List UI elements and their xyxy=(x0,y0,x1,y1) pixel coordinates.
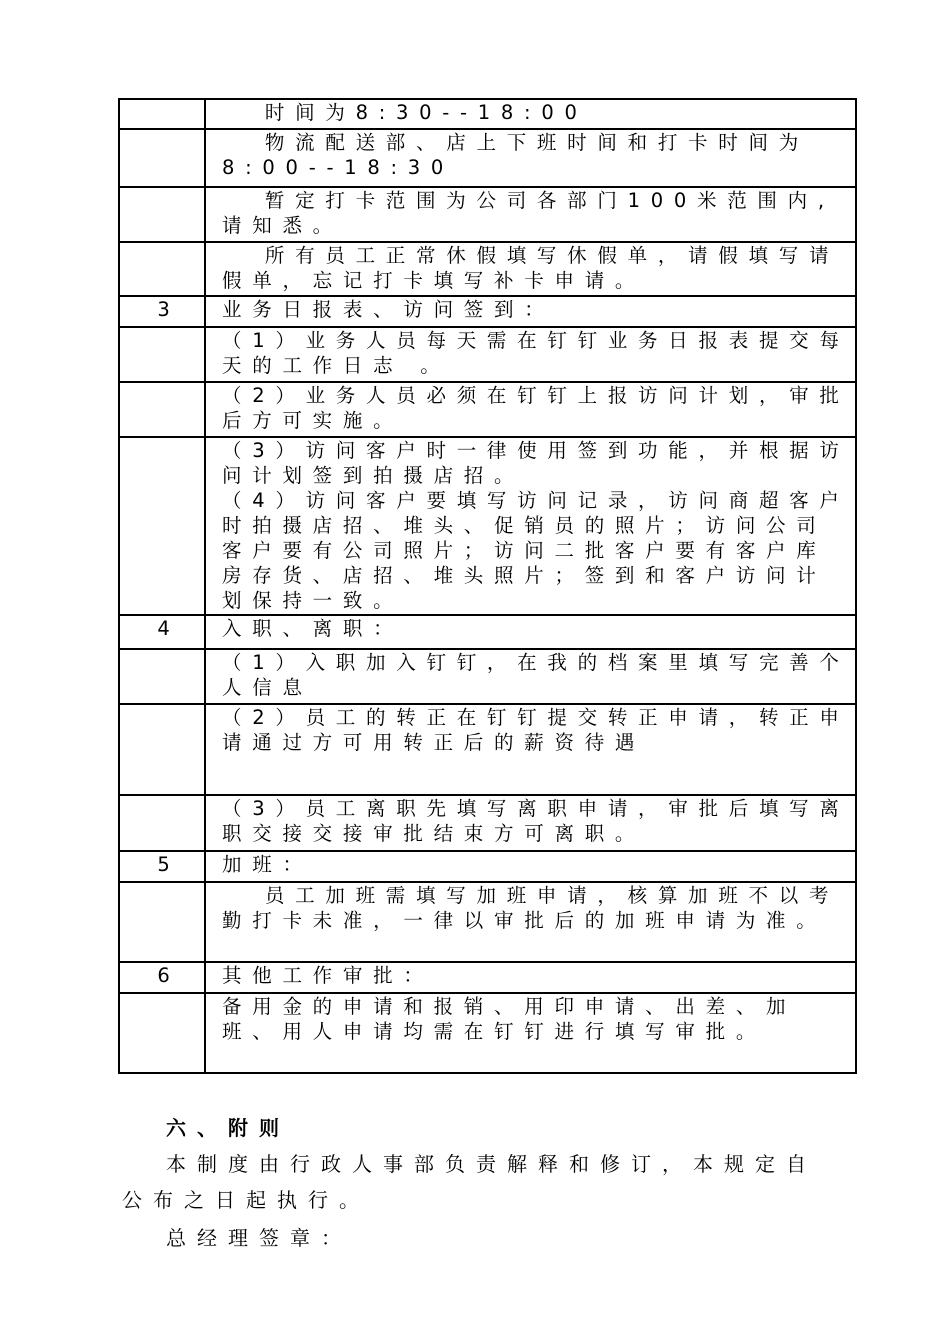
table-row xyxy=(119,382,856,437)
row-content xyxy=(205,187,856,242)
row-content xyxy=(205,649,856,704)
row-number: 5 xyxy=(119,851,205,882)
row-text: （1）业务人员每天需在钉钉业务日报表提交每天的工作日志 。 xyxy=(222,329,850,377)
row-content xyxy=(205,882,856,962)
row-text: 加班： xyxy=(222,853,313,876)
row-text: 入职、离职： xyxy=(222,617,404,640)
row-content xyxy=(205,615,856,649)
row-number: 6 xyxy=(119,962,205,993)
row-number xyxy=(119,187,205,242)
table-row xyxy=(119,882,856,962)
row-content xyxy=(205,99,856,129)
row-number xyxy=(119,882,205,962)
row-number xyxy=(119,993,205,1073)
row-text: （2）员工的转正在钉钉提交转正申请，转正申请通过方可用转正后的薪资待遇 xyxy=(222,706,850,754)
row-text: 其他工作审批： xyxy=(222,964,434,987)
row-number xyxy=(119,129,205,187)
table-row xyxy=(119,615,856,649)
table-row xyxy=(119,437,856,615)
row-content xyxy=(205,382,856,437)
row-text: 业务日报表、访问签到： xyxy=(222,298,555,321)
row-number: 3 xyxy=(119,296,205,327)
table-row xyxy=(119,851,856,882)
row-content xyxy=(205,795,856,851)
rules-table-body xyxy=(119,99,856,1073)
table-row xyxy=(119,296,856,327)
table-row xyxy=(119,962,856,993)
table-row xyxy=(119,129,856,187)
row-number xyxy=(119,437,205,615)
row-content xyxy=(205,327,856,382)
row-text: 员工加班需填写加班申请，核算加班不以考勤打卡未准，一律以审批后的加班申请为准。 xyxy=(222,884,840,932)
table-row xyxy=(119,704,856,795)
table-row xyxy=(119,99,856,129)
appendix-heading: 六、附则 xyxy=(166,1116,290,1140)
row-text: 时间为8:30--18:00 xyxy=(264,101,588,124)
rules-table xyxy=(118,98,857,1074)
row-number xyxy=(119,795,205,851)
row-text: 备用金的申请和报销、用印申请、出差、加班、用人申请均需在钉钉进行填写审批。 xyxy=(222,995,797,1043)
row-content xyxy=(205,242,856,296)
row-text: （1）入职加入钉钉，在我的档案里填写完善个人信息 xyxy=(222,651,850,699)
table-row xyxy=(119,327,856,382)
table-row xyxy=(119,242,856,296)
row-text: （3）访问客户时一律使用签到功能，并根据访问计划签到拍摄店招。 xyxy=(222,439,850,487)
row-text: 物流配送部、店上下班时间和打卡时间为8:00--18:30 xyxy=(222,131,809,179)
table-row xyxy=(119,993,856,1073)
signature-line: 总经理签章： xyxy=(166,1226,352,1250)
row-number xyxy=(119,99,205,129)
row-number xyxy=(119,327,205,382)
row-number xyxy=(119,382,205,437)
row-content xyxy=(205,129,856,187)
row-content xyxy=(205,437,856,615)
row-content xyxy=(205,296,856,327)
row-text: 所有员工正常休假填写休假单，请假填写请假单，忘记打卡填写补卡申请。 xyxy=(222,244,840,292)
row-number xyxy=(119,242,205,296)
row-text: （3）员工离职先填写离职申请，审批后填写离职交接交接审批结束方可离职。 xyxy=(222,797,850,845)
row-number xyxy=(119,649,205,704)
table-row xyxy=(119,795,856,851)
row-content xyxy=(205,704,856,795)
row-text: （4）访问客户要填写访问记录，访问商超客户时拍摄店招、堆头、促销员的照片；访问公司客户要有公司照片；访问二批客户要有客户库房存货、店招、堆头照片；签到和客户访问计划保持一致。 xyxy=(222,489,850,612)
row-number xyxy=(119,704,205,795)
table-row xyxy=(119,649,856,704)
row-text: （2）业务人员必须在钉钉上报访问计划，审批后方可实施。 xyxy=(222,384,850,432)
row-content xyxy=(205,962,856,993)
appendix-section xyxy=(122,1110,838,1256)
appendix-paragraph: 本制度由行政人事部负责解释和修订，本规定自公布之日起执行。 xyxy=(122,1152,817,1212)
table-row xyxy=(119,187,856,242)
row-content xyxy=(205,851,856,882)
row-number: 4 xyxy=(119,615,205,649)
row-content xyxy=(205,993,856,1073)
row-text: 暂定打卡范围为公司各部门100米范围内,请知悉。 xyxy=(222,189,835,237)
